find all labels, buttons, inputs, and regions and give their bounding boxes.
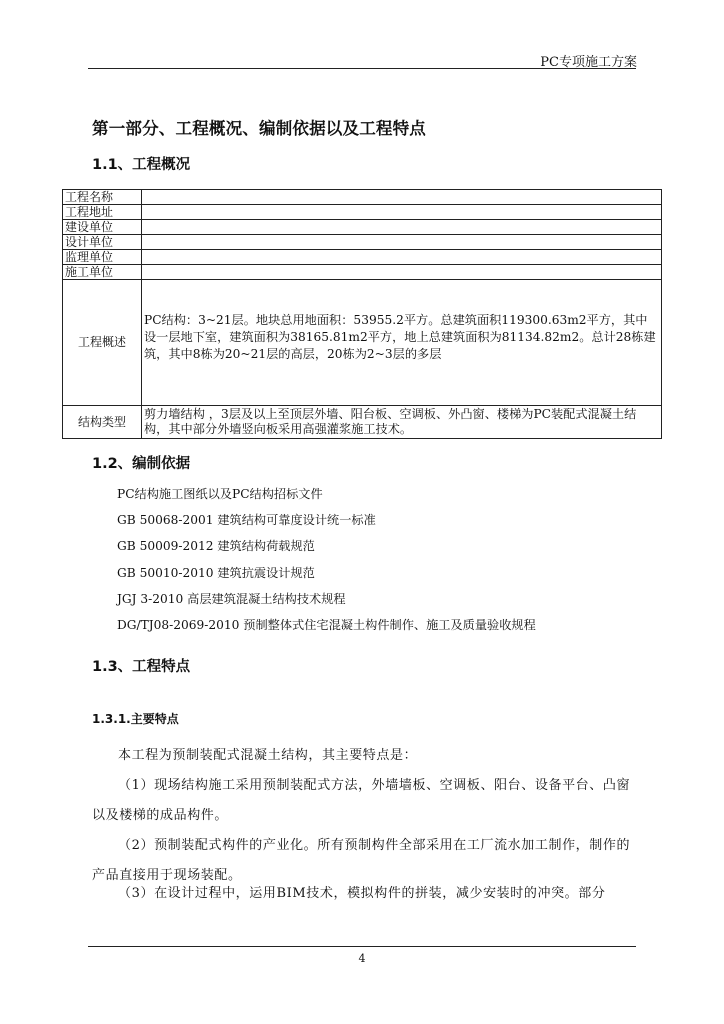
- overview-label: 工程概述: [63, 280, 142, 406]
- table-row: [63, 235, 662, 250]
- row-label: 工程地址: [63, 205, 142, 220]
- project-overview-table: [62, 189, 662, 439]
- list-item: DG/TJ08-2069-2010 预制整体式住宅混凝土构件制作、施工及质量验收规程: [117, 617, 536, 632]
- list-item: GB 50010-2010 建筑抗震设计规范: [117, 565, 315, 580]
- row-label: 监理单位: [63, 250, 142, 265]
- page-header-title: PC专项施工方案: [540, 55, 637, 70]
- header-divider: [88, 68, 636, 69]
- table-row: [63, 220, 662, 235]
- heading-1-3-1: 1.3.1.主要特点: [92, 712, 179, 726]
- row-label: 建设单位: [63, 220, 142, 235]
- table-row: [63, 265, 662, 280]
- row-label: 工程名称: [63, 190, 142, 205]
- heading-1-1: 1.1、工程概况: [92, 157, 191, 173]
- row-label: 设计单位: [63, 235, 142, 250]
- section-title: 第一部分、工程概况、编制依据以及工程特点: [92, 119, 426, 138]
- footer-divider: [88, 946, 636, 947]
- overview-value: PC结构：3~21层。地块总用地面积：53955.2平方。总建筑面积119300.63m2平方，其中设一层地下室，建筑面积为38165.81m2平方，地上总建筑面积为81134.82m2。总计28栋建筑，其中8栋为20~21层的高层，20栋为2~3层的多层: [142, 280, 662, 406]
- table-row-overview: [63, 280, 662, 406]
- row-label: 施工单位: [63, 265, 142, 280]
- list-item: GB 50009-2012 建筑结构荷载规范: [117, 539, 315, 554]
- paragraph: （2）预制装配式构件的产业化。所有预制构件全部采用在工厂流水加工制作，制作的产品直接用于现场装配。: [92, 838, 631, 883]
- row-value: [142, 250, 662, 265]
- row-value: [142, 235, 662, 250]
- heading-1-2: 1.2、编制依据: [92, 456, 191, 472]
- structure-value: 剪力墙结构 ，3层及以上至顶层外墙、阳台板、空调板、外凸窗、楼梯为PC装配式混凝土结构，其中部分外墙竖向板采用高强灌浆施工技术。: [142, 406, 662, 439]
- list-item: JGJ 3-2010 高层建筑混凝土结构技术规程: [117, 591, 346, 606]
- row-value: [142, 265, 662, 280]
- table-row: [63, 205, 662, 220]
- structure-label: 结构类型: [63, 406, 142, 439]
- paragraph: 本工程为预制装配式混凝土结构，其主要特点是：: [118, 748, 418, 763]
- row-value: [142, 220, 662, 235]
- row-value: [142, 190, 662, 205]
- paragraph: （3）在设计过程中，运用BIM技术，模拟构件的拼装，减少安装时的冲突。部分: [118, 886, 606, 901]
- reference-list: [117, 487, 536, 644]
- heading-1-3: 1.3、工程特点: [92, 659, 191, 675]
- table-row: [63, 190, 662, 205]
- page-number: 4: [358, 952, 366, 965]
- list-item: GB 50068-2001 建筑结构可靠度设计统一标准: [117, 513, 376, 528]
- list-item: PC结构施工图纸以及PC结构招标文件: [117, 487, 323, 501]
- row-value: [142, 205, 662, 220]
- paragraph: （1）现场结构施工采用预制装配式方法，外墙墙板、空调板、阳台、设备平台、凸窗以及楼梯的成品构件。: [92, 778, 631, 823]
- table-row: [63, 250, 662, 265]
- table-row-structure: [63, 406, 662, 439]
